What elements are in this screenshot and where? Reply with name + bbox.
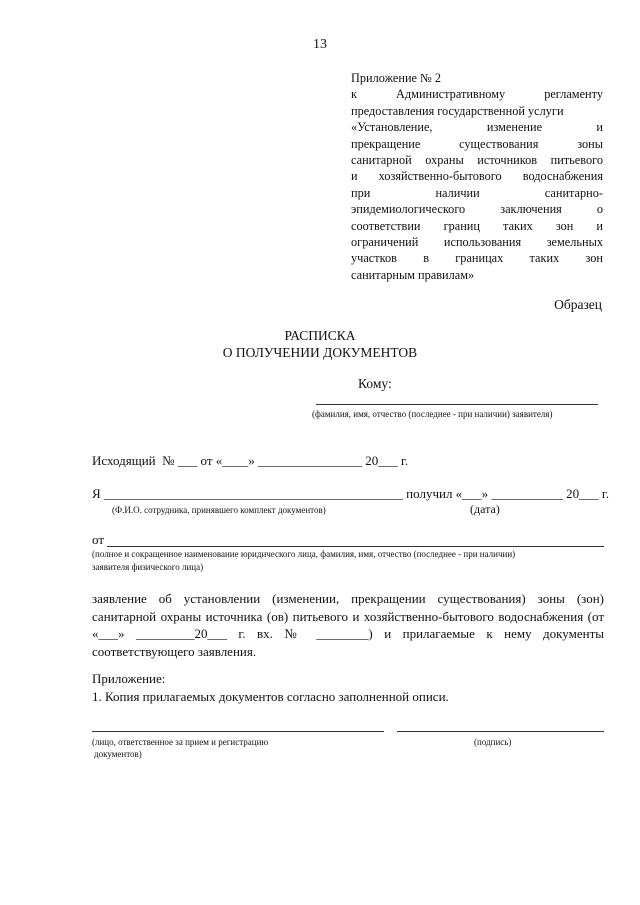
- appendix-line: Приложение № 2: [351, 71, 442, 85]
- ot-caption-1: (полное и сокращенное наименование юридического лица, фамилия, имя, отчество (последнее - при наличии): [92, 549, 516, 559]
- ya-caption-right: (дата): [470, 502, 500, 516]
- responsible-caption-2: документов): [94, 749, 142, 759]
- ya-row: Я ______________________________________________ получил «___» ___________ 20___ г.: [92, 486, 610, 501]
- appendix-header: [351, 70, 603, 283]
- ot-caption-2: заявителя физического лица): [92, 562, 204, 572]
- appendix-line: ограничений использования земельных: [351, 235, 603, 250]
- outgoing-row: Исходящий № ___ от «____» ________________ 20___ г.: [92, 453, 409, 468]
- document-title: [0, 327, 640, 361]
- appendix-line: участков в границах таких зон: [351, 251, 603, 266]
- sample-label: Образец: [554, 297, 602, 312]
- appendix-line: и хозяйственно-бытового водоснабжения: [351, 169, 603, 184]
- responsible-line: [92, 731, 384, 732]
- statement-text: заявление об установлении (изменении, прекращении существования) зоны (зон) санитарной охраны источника (ов) питьевого и хозяйственно-бытового водоснабжения (от «___» _________20___ г. вх. № ________) и прилагаемые к нему документы соответствующего заявления.: [92, 591, 604, 659]
- responsible-caption-1: (лицо, ответственное за прием и регистрацию: [92, 737, 269, 747]
- appendix-line: при наличии санитарно-: [351, 185, 603, 200]
- signature-line: [397, 731, 604, 732]
- appendix-line: «Установление, изменение и: [351, 120, 603, 135]
- komu-line: [316, 404, 598, 405]
- appendix-line: предоставления государственной услуги: [351, 103, 564, 118]
- komu-caption: (фамилия, имя, отчество (последнее - при наличии) заявителя): [312, 409, 553, 419]
- attachment-label: Приложение:: [92, 671, 166, 686]
- title-line-1: РАСПИСКА: [284, 328, 356, 343]
- page-number: 13: [313, 37, 327, 52]
- appendix-line: санитарной охраны источников питьевого: [351, 153, 603, 168]
- ot-label: от: [92, 532, 105, 547]
- appendix-line: эпидемиологического заключения о: [351, 202, 603, 217]
- attachment-item: 1. Копия прилагаемых документов согласно заполненной описи.: [92, 689, 449, 704]
- appendix-line: соответствии границ таких зон и: [351, 218, 603, 233]
- title-line-2: О ПОЛУЧЕНИИ ДОКУМЕНТОВ: [222, 345, 418, 360]
- ya-caption-left: (Ф.И.О. сотрудника, принявшего комплект документов): [112, 505, 326, 515]
- appendix-line: прекращение существования зоны: [351, 136, 603, 151]
- komu-label: Кому:: [358, 376, 392, 391]
- statement-paragraph: [92, 590, 604, 660]
- appendix-line: санитарным правилам»: [351, 267, 475, 282]
- ot-line: [107, 546, 604, 547]
- appendix-line: к Административному регламенту: [351, 87, 603, 102]
- signature-caption: (подпись): [474, 737, 512, 747]
